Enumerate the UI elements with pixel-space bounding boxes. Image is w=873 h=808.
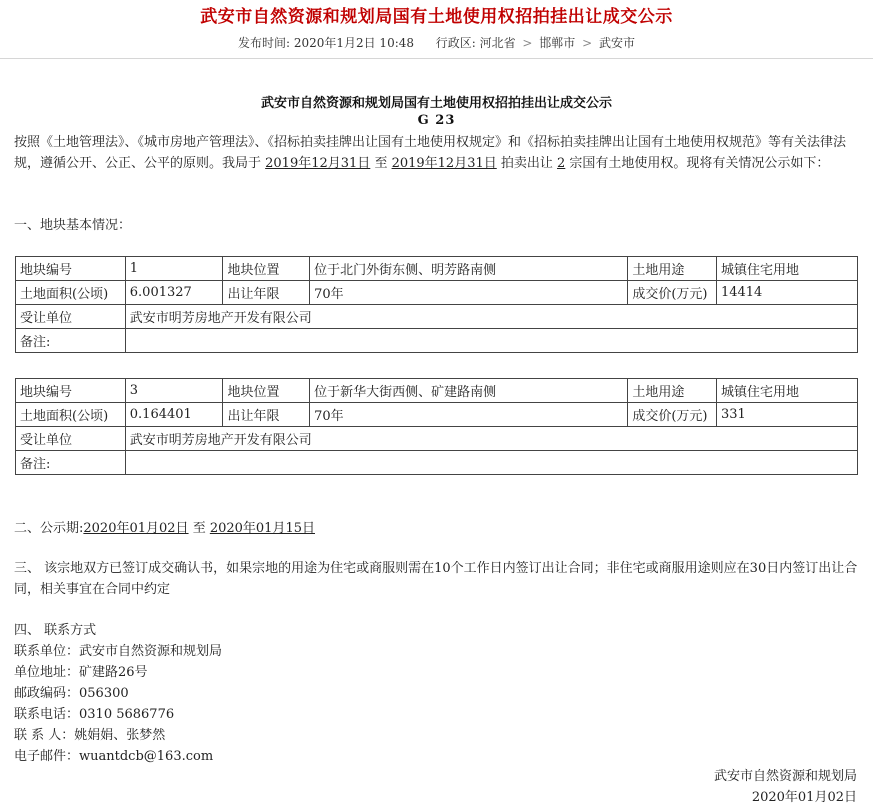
term-value: 70年 — [310, 281, 628, 305]
label-term: 出让年限 — [223, 403, 310, 427]
intro-start-date: 2019年12月31日 — [265, 156, 371, 171]
usage-value: 城镇住宅用地 — [716, 379, 857, 403]
signature-date: 2020年01月02日 — [751, 790, 857, 805]
region-label: 行政区: — [435, 36, 476, 50]
publicity-end-date: 2020年01月15日 — [209, 521, 315, 536]
remarks-value — [125, 329, 857, 353]
label-grantee: 受让单位 — [16, 305, 126, 329]
label-location: 地块位置 — [223, 257, 310, 281]
contact-person: 联 系 人：姚娟娟、张梦然 — [14, 728, 166, 743]
section-3-paragraph: 三、 该宗地双方已签订成交确认书，如果宗地的用途为住宅或商服则需在10个工作日内签订出让合同；非住宅或商服用途则应在30日内签订出让合同，相关事宜在合同中约定 — [14, 561, 858, 597]
breadcrumb-county[interactable]: 武安市 — [599, 36, 636, 50]
contact-address: 单位地址：矿建路26号 — [14, 665, 148, 680]
section-4-contact — [14, 620, 222, 767]
price-value: 14414 — [716, 281, 857, 305]
page-title: 武安市自然资源和规划局国有土地使用权招拍挂出让成交公示 — [200, 7, 673, 27]
label-grantee: 受让单位 — [16, 427, 126, 451]
contact-unit: 联系单位：武安市自然资源和规划局 — [14, 644, 223, 659]
plot-no-value: 1 — [125, 257, 223, 281]
usage-value: 城镇住宅用地 — [716, 257, 857, 281]
term-value: 70年 — [310, 403, 628, 427]
plot-no-value: 3 — [125, 379, 223, 403]
label-location: 地块位置 — [223, 379, 310, 403]
contact-postcode: 邮政编码：056300 — [14, 686, 129, 701]
location-value: 位于北门外街东侧、明芳路南侧 — [310, 257, 628, 281]
label-term: 出让年限 — [223, 281, 310, 305]
publish-meta — [0, 34, 873, 51]
section-1-heading: 一、地块基本情况： — [14, 218, 132, 233]
document-title: 武安市自然资源和规划局国有土地使用权招拍挂出让成交公示 — [260, 96, 612, 111]
breadcrumb-separator: > — [522, 36, 533, 50]
label-remarks: 备注: — [16, 329, 126, 353]
document-code: G 23 — [417, 113, 456, 128]
label-usage: 土地用途 — [628, 257, 717, 281]
breadcrumb-province[interactable]: 河北省 — [479, 36, 516, 50]
header-divider — [0, 58, 873, 59]
price-value: 331 — [716, 403, 857, 427]
intro-paragraph: 按照《土地管理法》、《城市房地产管理法》、《招标拍卖挂牌出让国有土地使用权规定》和《招标拍卖挂牌出让国有土地使用权规范》等有关法律法规，遵循公开、公正、公平的原则。我局于 2019年12月31日 至 2019年12月31日 拍卖出让 2 宗国有土地使用权。现将有关情况公示如下： — [14, 135, 847, 171]
label-usage: 土地用途 — [628, 379, 717, 403]
label-plot-no: 地块编号 — [16, 379, 126, 403]
grantee-value: 武安市明芳房地产开发有限公司 — [125, 305, 857, 329]
label-price: 成交价(万元) — [628, 403, 717, 427]
breadcrumb-city[interactable]: 邯郸市 — [539, 36, 576, 50]
published-label: 发布时间: — [237, 36, 290, 50]
plot-table — [15, 378, 858, 475]
intro-count: 2 — [557, 156, 566, 171]
remarks-value — [125, 451, 857, 475]
intro-end-date: 2019年12月31日 — [391, 156, 497, 171]
label-area: 土地面积(公顷) — [16, 403, 126, 427]
contact-heading: 四、 联系方式 — [14, 623, 97, 638]
area-value: 0.164401 — [125, 403, 223, 427]
location-value: 位于新华大街西侧、矿建路南侧 — [310, 379, 628, 403]
label-remarks: 备注: — [16, 451, 126, 475]
signature-block — [714, 766, 857, 808]
label-plot-no: 地块编号 — [16, 257, 126, 281]
contact-phone: 联系电话：0310 5686776 — [14, 707, 175, 722]
area-value: 6.001327 — [125, 281, 223, 305]
plot-table — [15, 256, 858, 353]
grantee-value: 武安市明芳房地产开发有限公司 — [125, 427, 857, 451]
label-price: 成交价(万元) — [628, 281, 717, 305]
published-time: 2020年1月2日 10:48 — [293, 36, 415, 50]
section-2-publicity-period: 二、公示期:2020年01月02日 至 2020年01月15日 — [14, 521, 315, 536]
breadcrumb-separator: > — [582, 36, 593, 50]
contact-email: 电子邮件：wuantdcb@163.com — [14, 749, 214, 764]
signature-org: 武安市自然资源和规划局 — [713, 769, 857, 784]
label-area: 土地面积(公顷) — [16, 281, 126, 305]
publicity-start-date: 2020年01月02日 — [83, 521, 189, 536]
